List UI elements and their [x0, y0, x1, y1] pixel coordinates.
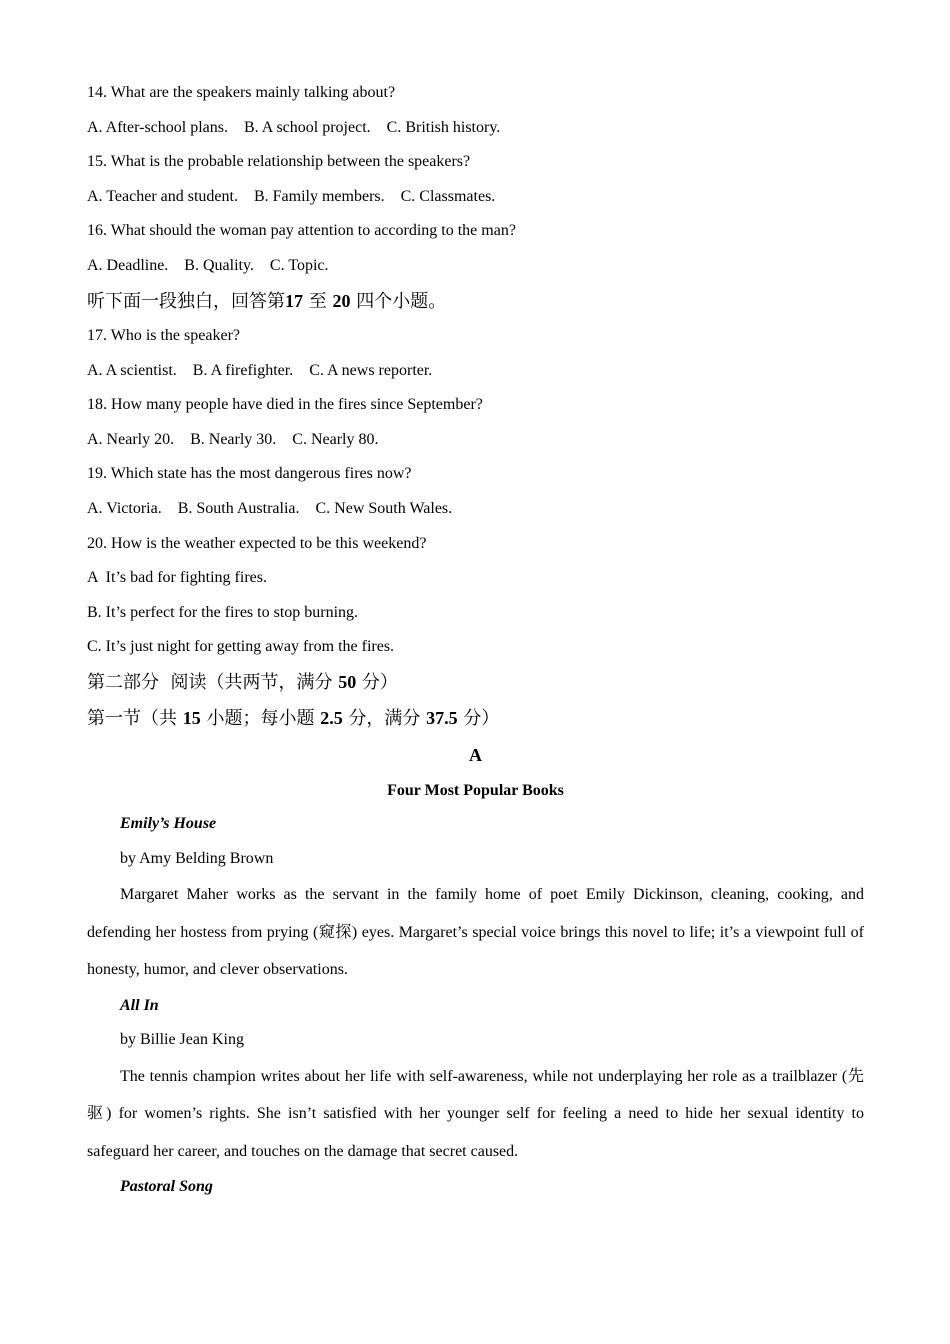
section-one-per-item: 2.5 [320, 707, 343, 728]
instruction-num-1: 17 [285, 290, 303, 311]
section-one-text-1: 第一节（共 [87, 707, 177, 729]
question-16-options: A. Deadline. B. Quality. C. Topic. [87, 256, 329, 274]
instruction-text-2: 至 [308, 290, 327, 312]
question-20-option-a: A It’s bad for fighting fires. [87, 569, 267, 587]
book-author-1: by Amy Belding Brown [120, 849, 274, 867]
question-19: 19. Which state has the most dangerous fires now? [87, 465, 412, 483]
book-title-3: Pastoral Song [120, 1178, 213, 1196]
passage-title: Four Most Popular Books [387, 782, 564, 799]
question-15: 15. What is the probable relationship between the speakers? [87, 153, 471, 171]
question-20-option-b: B. It’s perfect for the fires to stop burning. [87, 603, 359, 621]
question-18: 18. How many people have died in the fires since September? [87, 396, 483, 414]
part-two-heading [87, 665, 864, 701]
section-one-count: 15 [182, 707, 201, 728]
book-author-2: by Billie Jean King [120, 1031, 244, 1049]
book-title-1: Emily’s House [120, 815, 217, 832]
passage-letter: A [469, 745, 482, 765]
book-title-2: All In [120, 996, 159, 1014]
question-14-options: A. After-school plans. B. A school project. C. British history. [87, 118, 501, 136]
instruction-text-3: 四个小题。 [356, 290, 447, 312]
section-one-total: 37.5 [426, 707, 458, 728]
book-description-1: Margaret Maher works as the servant in the family home of poet Emily Dickinson, cleaning, cooking, and defending her hostess from prying (窥探) eyes. Margaret’s special voice brings this novel to life; it’s a viewpoint full of honesty, humor, and clever observations. [87, 886, 864, 979]
monologue-instruction [87, 284, 864, 320]
question-20: 20. How is the weather expected to be this weekend? [87, 534, 427, 552]
section-one-text-4: 分） [463, 707, 500, 729]
question-20-option-c: C. It’s just night for getting away from the fires. [87, 638, 395, 656]
section-one-text-2: 小题；每小题 [206, 707, 315, 729]
section-one-text-3: 分，满分 [348, 707, 421, 729]
question-15-options: A. Teacher and student. B. Family members. C. Classmates. [87, 187, 496, 205]
section-one-heading [87, 701, 864, 737]
question-17: 17. Who is the speaker? [87, 327, 240, 345]
exam-page [87, 76, 864, 1205]
part-two-text-2: 分） [361, 672, 398, 693]
part-two-text-1: 第二部分 阅读（共两节，满分 [87, 672, 333, 693]
question-18-options: A. Nearly 20. B. Nearly 30. C. Nearly 80. [87, 430, 379, 448]
book-description-2: The tennis champion writes about her life with self-awareness, while not underplaying her role as a trailblazer (先驱) for women’s rights. She isn’t satisfied with her younger self for feeling a need to hide her sexual identity to safeguard her career, and touches on the damage that secret caused. [87, 1067, 865, 1160]
instruction-num-2: 20 [332, 290, 351, 311]
question-14: 14. What are the speakers mainly talking about? [87, 84, 396, 101]
question-17-options: A. A scientist. B. A firefighter. C. A news reporter. [87, 361, 433, 379]
instruction-text-1: 听下面一段独白，回答第 [87, 290, 285, 312]
part-two-score: 50 [338, 672, 357, 692]
question-16: 16. What should the woman pay attention to according to the man? [87, 222, 516, 240]
question-19-options: A. Victoria. B. South Australia. C. New South Wales. [87, 500, 453, 518]
